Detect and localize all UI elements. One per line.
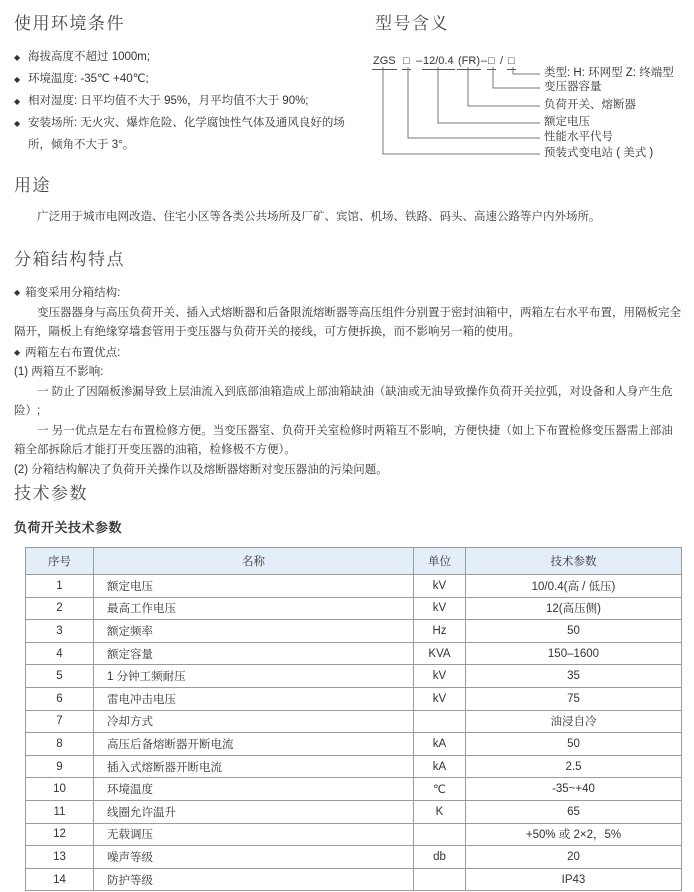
- list-item-text: 安装场所: 无火灾、爆炸危险、化学腐蚀性气体及通风良好的场所，倾角不大于 3°。: [28, 117, 345, 151]
- model-label-voltage: 额定电压: [544, 116, 590, 128]
- list-item-text: 海拔高度不超过 1000m;: [28, 51, 151, 63]
- param-unit: Hz: [414, 620, 466, 643]
- model-code-token: /: [500, 55, 504, 67]
- param-value: 150–1600: [466, 642, 682, 665]
- list-item: [14, 112, 366, 156]
- param-name: 噪声等级: [94, 846, 414, 869]
- model-code-token: –: [481, 55, 488, 67]
- table-row: [26, 823, 682, 846]
- param-name: 无载调压: [94, 823, 414, 846]
- table-row: [26, 710, 682, 733]
- structure-content: [14, 283, 684, 480]
- param-name: 插入式熔断器开断电流: [94, 755, 414, 778]
- list-item: [14, 90, 366, 112]
- param-value: 35: [466, 665, 682, 688]
- structure-paragraph: (2) 分箱结构解决了负荷开关操作以及熔断器熔断对变压器油的污染问题。: [14, 463, 388, 476]
- param-name: 额定容量: [94, 642, 414, 665]
- row-no: 6: [26, 687, 94, 710]
- bullet-diamond-icon: ◆: [14, 75, 21, 84]
- model-code-token: □: [402, 55, 411, 70]
- header-value: 技术参数: [466, 548, 682, 575]
- param-unit: kV: [414, 575, 466, 598]
- param-name: 最高工作电压: [94, 597, 414, 620]
- table-row: [26, 620, 682, 643]
- env-conditions-list: [14, 46, 366, 156]
- param-name: 冷却方式: [94, 710, 414, 733]
- param-value: -35~+40: [466, 778, 682, 801]
- table-header-row: [26, 548, 682, 575]
- list-item: [14, 46, 366, 68]
- param-unit: kA: [414, 755, 466, 778]
- row-no: 11: [26, 800, 94, 823]
- bullet-diamond-icon: ◆: [14, 347, 21, 357]
- param-unit: KVA: [414, 642, 466, 665]
- row-no: 13: [26, 846, 94, 869]
- model-code-token: –: [416, 55, 423, 67]
- table-row: [26, 687, 682, 710]
- tech-section-title: 技术参数: [14, 484, 88, 503]
- header-unit: 单位: [414, 548, 466, 575]
- bullet-diamond-icon: ◆: [14, 97, 21, 106]
- table-row: [26, 575, 682, 598]
- bullet-diamond-icon: ◆: [14, 288, 21, 297]
- row-no: 4: [26, 642, 94, 665]
- model-label-substation: 预装式变电站 ( 美式 ): [544, 147, 654, 159]
- param-value: 20: [466, 846, 682, 869]
- model-section-title: 型号含义: [375, 14, 449, 33]
- model-label-perf-code: 性能水平代号: [544, 131, 613, 143]
- table-row: [26, 755, 682, 778]
- param-unit: [414, 868, 466, 891]
- param-unit: kA: [414, 733, 466, 756]
- header-no: 序号: [26, 548, 94, 575]
- param-value: 10/0.4(高 / 低压): [466, 575, 682, 598]
- row-no: 7: [26, 710, 94, 733]
- model-label-capacity: 变压器容量: [544, 81, 602, 93]
- table-row: [26, 800, 682, 823]
- param-value: 50: [466, 620, 682, 643]
- tech-subtitle: 负荷开关技术参数: [14, 520, 123, 535]
- param-unit: [414, 823, 466, 846]
- param-name: 雷电冲击电压: [94, 687, 414, 710]
- param-unit: kV: [414, 687, 466, 710]
- table-row: [26, 846, 682, 869]
- param-unit: K: [414, 800, 466, 823]
- row-no: 14: [26, 868, 94, 891]
- params-table-body: [26, 575, 682, 891]
- structure-paragraph: (1) 两箱互不影响:: [14, 366, 104, 378]
- structure-bullet-line: [14, 283, 684, 304]
- param-unit: kV: [414, 597, 466, 620]
- list-item: [14, 68, 366, 90]
- table-row: [26, 665, 682, 688]
- param-name: 高压后备熔断器开断电流: [94, 733, 414, 756]
- param-value: IP43: [466, 868, 682, 891]
- param-value: 12(高压侧): [466, 597, 682, 620]
- env-section-title: 使用环境条件: [14, 14, 125, 33]
- table-row: [26, 733, 682, 756]
- param-value: 75: [466, 687, 682, 710]
- env-conditions-section: [14, 14, 366, 156]
- list-item-text: 相对湿度: 日平均值不大于 95%，月平均值不大于 90%;: [28, 95, 309, 107]
- model-code-token: ZGS: [372, 55, 397, 70]
- structure-features-section: [14, 250, 684, 480]
- param-value: 2.5: [466, 755, 682, 778]
- table-row: [26, 642, 682, 665]
- bullet-diamond-icon: ◆: [14, 119, 21, 128]
- structure-paragraph: 一 防止了因隔板渗漏导致上层油流入到底部油箱造成上部油箱缺油（缺油或无油导致操作负荷开关拉弧，对设备和人身产生危险）;: [14, 385, 673, 417]
- model-label-switch-fuse: 负荷开关、熔断器: [544, 99, 636, 111]
- param-value: +50% 或 2×2，5%: [466, 823, 682, 846]
- purpose-section-title: 用途: [14, 176, 51, 195]
- model-code-token: 12/0.4: [422, 55, 455, 70]
- param-name: 线圈允许温升: [94, 800, 414, 823]
- table-row: [26, 868, 682, 891]
- tech-params-section: [14, 484, 684, 891]
- params-table: [25, 547, 682, 891]
- table-row: [26, 778, 682, 801]
- row-no: 5: [26, 665, 94, 688]
- structure-text: 箱变采用分箱结构:: [25, 287, 121, 299]
- param-value: 65: [466, 800, 682, 823]
- param-value: 油浸自冷: [466, 710, 682, 733]
- model-code-token: □: [507, 55, 516, 70]
- structure-bullet-line: [14, 343, 684, 364]
- param-name: 环境温度: [94, 778, 414, 801]
- structure-text: 两箱左右布置优点:: [25, 346, 121, 359]
- bullet-diamond-icon: ◆: [14, 53, 21, 62]
- row-no: 12: [26, 823, 94, 846]
- purpose-text: 广泛用于城市电网改造、住宅小区等各类公共场所及厂矿、宾馆、机场、铁路、码头、高速公路等户内外场所。: [37, 211, 601, 223]
- param-unit: db: [414, 846, 466, 869]
- structure-paragraph: 变压器器身与高压负荷开关、插入式熔断器和后备限流熔断器等高压组件分别置于密封油箱中，两箱左右水平布置，用隔板完全隔开，隔板上有绝缘穿墙套管用于变压器与负荷开关的接线，可方便拆换，而不影响另一箱的使用。: [14, 306, 681, 338]
- row-no: 9: [26, 755, 94, 778]
- table-row: [26, 597, 682, 620]
- param-name: 1 分钟工频耐压: [94, 665, 414, 688]
- purpose-section: [14, 176, 682, 227]
- structure-paragraph: 一 另一优点是左右布置检修方便。当变压器室、负荷开关室检修时两箱互不影响，方便快捷（如上下布置检修变压器需上部油箱全部拆除后才能打开变压器的油箱，检修极不方便）。: [14, 424, 673, 456]
- model-meaning-section: [372, 14, 694, 182]
- header-name: 名称: [94, 548, 414, 575]
- row-no: 3: [26, 620, 94, 643]
- row-no: 2: [26, 597, 94, 620]
- structure-section-title: 分箱结构特点: [14, 250, 125, 269]
- list-item-text: 环境温度: -35℃ +40℃;: [28, 73, 149, 85]
- param-name: 额定频率: [94, 620, 414, 643]
- param-name: 防护等级: [94, 868, 414, 891]
- row-no: 10: [26, 778, 94, 801]
- param-unit: kV: [414, 665, 466, 688]
- param-unit: ℃: [414, 778, 466, 801]
- model-code-token: □: [487, 55, 496, 70]
- param-unit: [414, 710, 466, 733]
- row-no: 1: [26, 575, 94, 598]
- param-name: 额定电压: [94, 575, 414, 598]
- model-label-type: 类型: H: 环网型 Z: 终端型: [544, 67, 674, 79]
- row-no: 8: [26, 733, 94, 756]
- param-value: 50: [466, 733, 682, 756]
- model-code-token: (FR): [457, 55, 481, 70]
